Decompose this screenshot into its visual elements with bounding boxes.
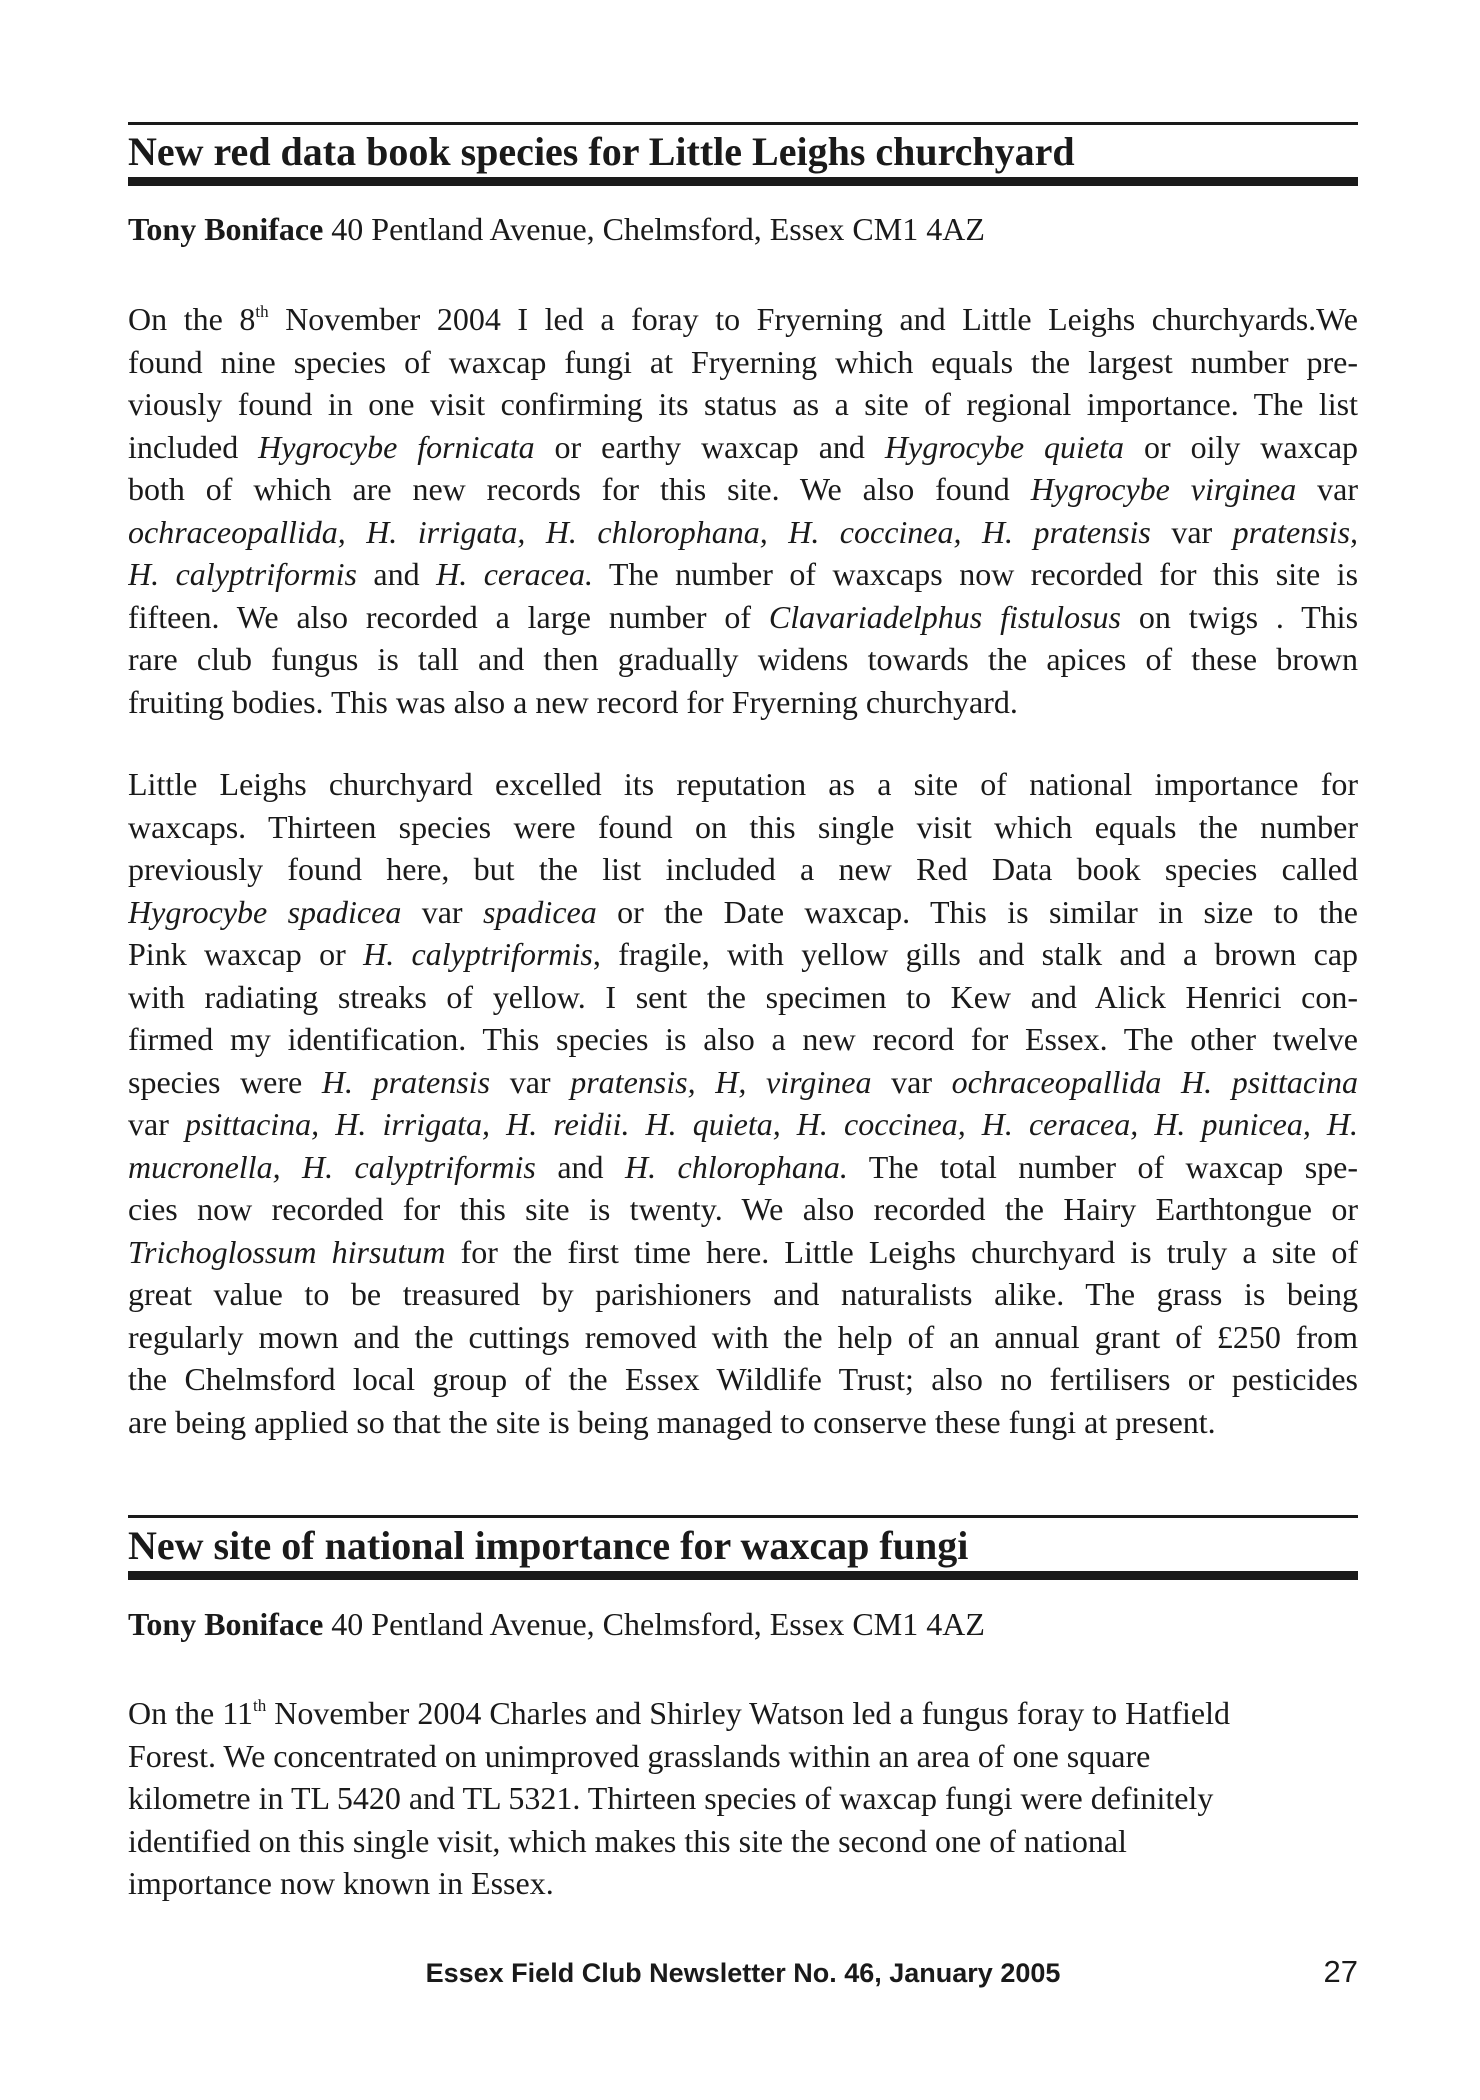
text-line: waxcaps. Thirteen species were found on this single visit which equals the number xyxy=(128,808,1358,845)
heading-bottom-rule xyxy=(128,1571,1358,1580)
text-line: Little Leighs churchyard excelled its reputation as a site of national importance for xyxy=(128,766,1358,802)
text-line: On the 11th November 2004 Charles and Shirley Watson led a fungus foray to Hatfield xyxy=(128,1695,1230,1731)
text-line: On the 8th November 2004 I led a foray to Fryerning and Little Leighs churchyards.We xyxy=(128,301,1358,337)
species-name: ochraceopallida H. psittacina xyxy=(951,1063,1358,1100)
text-line: viously found in one visit confirming its status as a site of regional importance. The list xyxy=(128,386,1358,422)
species-name: pratensis, xyxy=(1232,513,1358,550)
text-line: identified on this single visit, which makes this site the second one of national xyxy=(128,1822,1127,1859)
article-1-byline xyxy=(128,209,1358,249)
text-line: Forest. We concentrated on unimproved grasslands within an area of one square xyxy=(128,1737,1151,1774)
text-line: ochraceopallida, H. irrigata, H. chlorophana, H. coccinea, H. pratensis var pratensis, xyxy=(128,513,1358,550)
species-name: mucronella, H. calyptriformis xyxy=(128,1148,536,1185)
text-line: firmed my identification. This species is also a new record for Essex. The other twelve xyxy=(128,1021,1358,1057)
text-line: mucronella, H. calyptriformis and H. chlorophana. The total number of waxcap spe- xyxy=(128,1148,1358,1185)
text-line: Pink waxcap or H. calyptriformis, fragile, with yellow gills and stalk and a brown cap xyxy=(128,936,1358,972)
species-name: H. ceracea. xyxy=(436,556,593,592)
text-line: are being applied so that the site is being managed to conserve these fungi at present. xyxy=(128,1403,1216,1440)
article-2-title: New site of national importance for waxcap fungi xyxy=(128,1523,969,1568)
species-name: Hygrocybe virginea xyxy=(1030,471,1297,507)
text-line: fifteen. We also recorded a large number of Clavariadelphus fistulosus on twigs . This xyxy=(128,598,1358,635)
text-line: found nine species of waxcap fungi at Fryerning which equals the largest number pre- xyxy=(128,343,1358,380)
heading-top-rule xyxy=(128,122,1358,125)
species-name: spadicea xyxy=(482,893,597,930)
species-name: H. pratensis xyxy=(321,1063,491,1100)
species-name: Trichoglossum hirsutum xyxy=(128,1233,446,1270)
article-1-title: New red data book species for Little Leighs churchyard xyxy=(128,129,1075,174)
species-name: H. calyptriformis xyxy=(363,936,593,972)
author-name: Tony Boniface xyxy=(128,1606,324,1642)
species-name: H. chlorophana. xyxy=(624,1148,848,1185)
page-number: 27 xyxy=(1323,1954,1358,1989)
text-line: regularly mown and the cuttings removed with the help of an annual grant of £250 from xyxy=(128,1318,1358,1355)
text-line: species were H. pratensis var pratensis, H, virginea var ochraceopallida H. psittacina xyxy=(128,1063,1358,1100)
species-name: H. calyptriformis xyxy=(128,556,357,592)
species-name: pratensis, H, virginea xyxy=(570,1063,872,1100)
text-line: H. calyptriformis and H. ceracea. The number of waxcaps now recorded for this site is xyxy=(128,556,1358,592)
text-line: included Hygrocybe fornicata or earthy waxcap and Hygrocybe quieta or oily waxcap xyxy=(128,428,1358,465)
species-name: Hygrocybe fornicata xyxy=(258,428,535,465)
species-name: psittacina, H. irrigata, H. reidii. H. quieta, H. coccinea, H. ceracea, H. punicea, H. xyxy=(184,1106,1358,1142)
article-1-paragraph-1 xyxy=(128,298,1358,723)
author-address: 40 Pentland Avenue, Chelmsford, Essex CM1 4AZ xyxy=(331,211,985,247)
text-line: var psittacina, H. irrigata, H. reidii. H. quieta, H. coccinea, H. ceracea, H. punicea, H. xyxy=(128,1106,1358,1142)
article-2-paragraph-1 xyxy=(128,1692,1358,1905)
species-name: Clavariadelphus fistulosus xyxy=(768,598,1122,635)
species-name: Hygrocybe spadicea xyxy=(128,893,402,930)
newsletter-footer: Essex Field Club Newsletter No. 46, January 2005 xyxy=(425,1958,1061,1988)
text-line: rare club fungus is tall and then gradually widens towards the apices of these brown xyxy=(128,641,1358,677)
text-line: with radiating streaks of yellow. I sent the specimen to Kew and Alick Henrici con- xyxy=(128,978,1358,1015)
text-line: both of which are new records for this site. We also found Hygrocybe virginea var xyxy=(128,471,1358,507)
heading-bottom-rule xyxy=(128,177,1358,186)
text-line: the Chelmsford local group of the Essex Wildlife Trust; also no fertilisers or pesticides xyxy=(128,1361,1358,1397)
text-line: Hygrocybe spadicea var spadicea or the Date waxcap. This is similar in size to the xyxy=(128,893,1358,930)
text-line: previously found here, but the list included a new Red Data book species called xyxy=(128,851,1358,887)
text-line: importance now known in Essex. xyxy=(128,1865,554,1901)
text-line: kilometre in TL 5420 and TL 5321. Thirteen species of waxcap fungi were definitely xyxy=(128,1780,1214,1816)
article-1-paragraph-2 xyxy=(128,763,1358,1443)
text-line: Trichoglossum hirsutum for the first time here. Little Leighs churchyard is truly a site of xyxy=(128,1233,1358,1270)
text-line: great value to be treasured by parishioners and naturalists alike. The grass is being xyxy=(128,1276,1358,1312)
text-line: fruiting bodies. This was also a new record for Fryerning churchyard. xyxy=(128,683,1018,720)
species-name: Hygrocybe quieta xyxy=(884,428,1125,465)
heading-top-rule xyxy=(128,1515,1358,1518)
author-name: Tony Boniface xyxy=(128,211,324,247)
species-name: ochraceopallida, H. irrigata, H. chlorophana, H. coccinea, H. pratensis xyxy=(128,513,1151,550)
author-address: 40 Pentland Avenue, Chelmsford, Essex CM1 4AZ xyxy=(331,1606,985,1642)
text-line: cies now recorded for this site is twenty. We also recorded the Hairy Earthtongue or xyxy=(128,1191,1358,1227)
article-2-byline xyxy=(128,1604,1358,1644)
